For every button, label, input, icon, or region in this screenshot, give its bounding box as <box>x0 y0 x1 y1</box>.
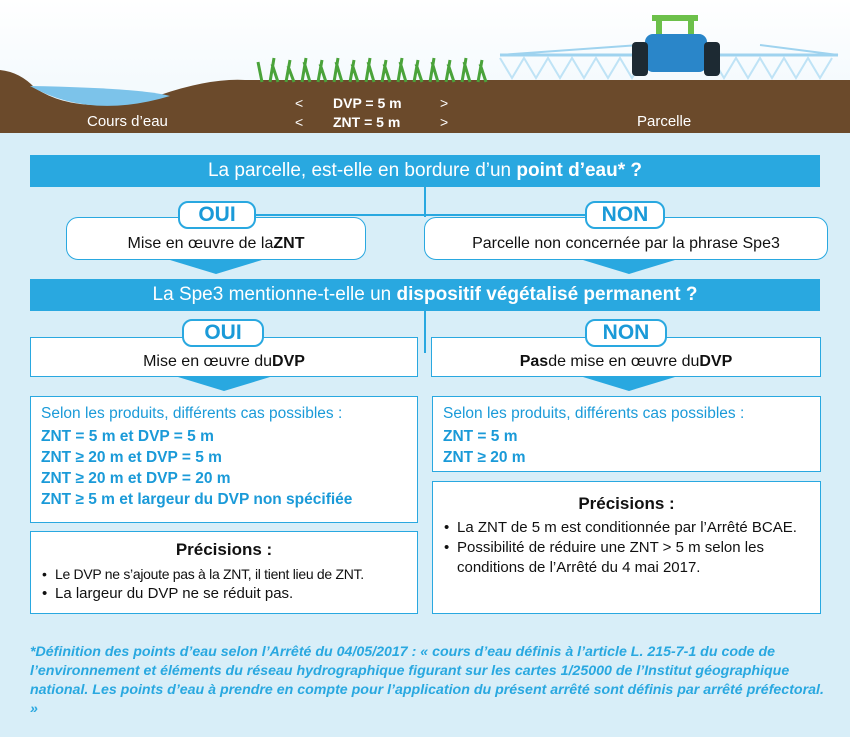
branch-connector-1 <box>424 187 426 217</box>
left-precisions-title: Précisions : <box>175 540 273 559</box>
right-cases-box <box>432 396 821 472</box>
q1-yes-arrow <box>170 260 262 274</box>
left-cases-box <box>30 396 418 523</box>
left-cases-intro: Selon les produits, différents cas possibles : <box>41 405 343 422</box>
znt-left-chevron: < <box>295 114 304 130</box>
dvp-left-chevron: < <box>295 95 304 111</box>
question-1-text: La parcelle, est-elle en bordure d’un <box>207 160 512 181</box>
dvp-dimension <box>295 95 455 113</box>
field-illustration <box>0 0 850 133</box>
right-precision-item: • Possibilité de réduire une ZNT > 5 m selon les conditions de l’Arrêté du 4 mai 2017. <box>443 538 810 578</box>
right-precision-item: • La ZNT de 5 m est conditionnée par l’Arrêté BCAE. <box>443 518 810 538</box>
q2-no-bold-2: DVP <box>699 353 733 370</box>
left-precision-item: • Le DVP ne s’ajoute pas à la ZNT, il tient lieu de ZNT. <box>41 564 407 584</box>
footnote: *Définition des points d’eau selon l’Arrêté du 04/05/2017 : « cours d’eau définis à l’article L. 215-7-1 du code de l’environnement et éléments du réseau hydrographique figurant sur les cartes 1/25000 de l’Institut géographique national. Les points d’eau à prendre en compte pour l’application du présent arrêté sont définis par arrêté préfectoral. » <box>30 644 824 717</box>
q2-yes-bold: DVP <box>272 353 305 370</box>
q1-yes-text: Mise en œuvre de la <box>127 234 274 252</box>
right-case-line: ZNT ≥ 20 m <box>443 449 526 466</box>
q2-yes-text: Mise en œuvre du <box>143 353 273 370</box>
q1-yes-bold: ZNT <box>273 234 305 252</box>
znt-right-chevron: > <box>440 114 449 130</box>
right-cases-intro: Selon les produits, différents cas possibles : <box>443 405 745 422</box>
right-precisions-box <box>432 481 821 614</box>
left-precisions-box <box>30 531 418 614</box>
question-1-bold: point d’eau* ? <box>516 160 643 181</box>
dvp-value: DVP = 5 m <box>333 95 402 111</box>
decision-tree <box>0 133 850 737</box>
q1-no-pill: NON <box>585 201 665 229</box>
znt-value: ZNT = 5 m <box>333 114 401 130</box>
q2-no-text: de mise en œuvre du <box>548 353 700 370</box>
question-1-banner <box>30 155 820 187</box>
q1-no-arrow <box>583 260 675 274</box>
q2-yes-pill: OUI <box>182 319 264 347</box>
question-2-bold: dispositif végétalisé permanent ? <box>396 284 698 305</box>
q2-yes-arrow <box>178 377 270 391</box>
grass-strip-icon <box>258 58 486 82</box>
left-case-line: ZNT ≥ 5 m et largeur du DVP non spécifiée <box>41 491 353 508</box>
tractor-sprayer-icon <box>500 15 838 78</box>
branch-connector-2 <box>424 311 426 353</box>
q2-no-bold-1: Pas <box>519 353 549 370</box>
branch-line-1 <box>215 214 640 216</box>
right-case-line: ZNT = 5 m <box>443 428 518 445</box>
znt-dimension <box>295 114 455 132</box>
left-case-line: ZNT = 5 m et DVP = 5 m <box>41 428 214 445</box>
left-precision-item: • La largeur du DVP ne se réduit pas. <box>41 584 407 604</box>
q1-yes-pill: OUI <box>178 201 256 229</box>
question-2-text: La Spe3 mentionne-t-elle un <box>152 284 392 305</box>
q2-no-pill: NON <box>585 319 667 347</box>
q2-no-arrow <box>583 377 675 391</box>
field-label: Parcelle <box>637 113 692 130</box>
left-case-line: ZNT ≥ 20 m et DVP = 20 m <box>41 470 231 487</box>
dvp-right-chevron: > <box>440 95 449 111</box>
q1-no-text: Parcelle non concernée par la phrase Spe3 <box>472 234 780 252</box>
question-2-banner <box>30 279 820 311</box>
left-case-line: ZNT ≥ 20 m et DVP = 5 m <box>41 449 222 466</box>
river-label: Cours d’eau <box>87 113 168 130</box>
right-precisions-title: Précisions : <box>578 494 675 513</box>
